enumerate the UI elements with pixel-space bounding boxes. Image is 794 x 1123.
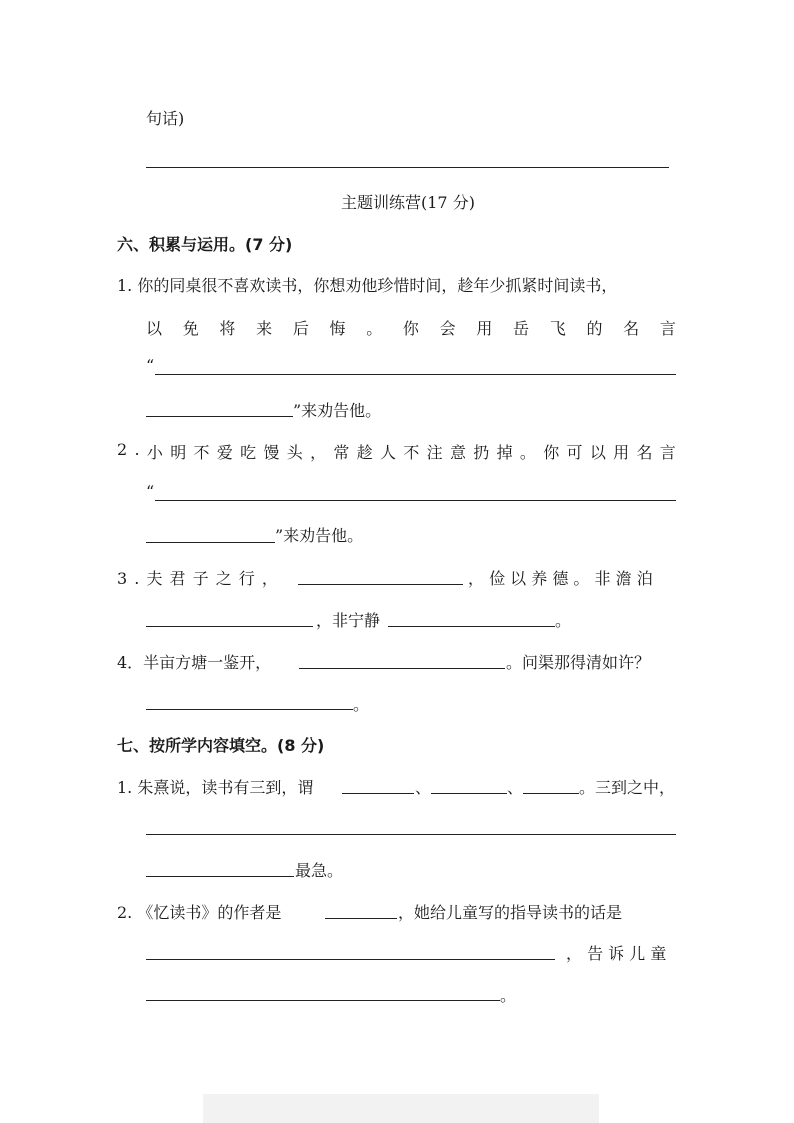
q1-line2-char: 将 [219, 319, 236, 338]
q1-open-quote: “ [146, 356, 155, 375]
q3-line1-end: ， 俭 以 养 德 。 非 澹 泊 [468, 569, 653, 588]
p7q1-answer-line[interactable] [146, 834, 676, 835]
q2-close-text: ”来劝告他。 [275, 526, 364, 545]
q2-line1-char: 以 [589, 443, 606, 462]
q3-blank-2[interactable] [146, 626, 313, 627]
p7q2-line3-end: 。 [500, 986, 517, 1005]
p7q2-blank-2[interactable] [146, 959, 555, 960]
p7q2-blank-3[interactable] [146, 1000, 500, 1001]
q1-line2 [146, 316, 676, 339]
q4-line2-end: 。 [353, 695, 370, 714]
q2-line1-char: 2 [117, 440, 128, 459]
q2-line1-char: 人 [380, 443, 397, 462]
q1-line2-char: 你 [402, 319, 419, 338]
p7q1-blank-3[interactable] [523, 793, 579, 794]
q2-line1-char: 注 [426, 443, 443, 462]
q1-close-text: ”来劝告他。 [293, 401, 382, 420]
q4-line1-end: 。问渠那得清如许？ [506, 653, 651, 672]
q3-blank-3[interactable] [388, 626, 555, 627]
q1-answer-line-2[interactable] [146, 416, 293, 417]
q3-line1-start: 3 . 夫 君 子 之 行 ， [117, 569, 278, 588]
q4-blank-2[interactable] [146, 709, 353, 710]
q1-line2-char: 来 [256, 319, 273, 338]
q2-line1-char: ， [310, 443, 327, 462]
p7q2-line1-end: ，她给儿童写的指导读书的话是 [398, 903, 623, 922]
answer-line[interactable] [146, 167, 669, 168]
q2-line1-char: 爱 [216, 443, 233, 462]
q2-line1-char: 意 [449, 443, 466, 462]
q2-line1-char: 名 [636, 443, 653, 462]
p7q1-line1-start: 1. 朱熹说，读书有三到，谓 [117, 778, 314, 797]
q3-line2-mid: ，非宁静 [316, 611, 381, 630]
q1-line2-char: 言 [659, 319, 676, 338]
q1-line2-char: 。 [366, 319, 383, 338]
q1-line2-char: 飞 [549, 319, 566, 338]
q1-line2-char: 名 [623, 319, 640, 338]
p7q2-line1-start: 2. 《忆读书》的作者是 [117, 903, 282, 922]
q2-line1 [117, 440, 676, 463]
p7q1-sep-1: 、 [415, 778, 432, 797]
q2-answer-line-1[interactable] [155, 500, 676, 501]
q2-line1-char: 言 [659, 443, 676, 462]
q2-line1-char: 用 [613, 443, 630, 462]
p7q2-line2-end: ， 告 诉 儿 童 [566, 944, 667, 963]
q2-line1-char: 。 [519, 443, 536, 462]
q1-line1: 1. 你的同桌很不喜欢读书，你想劝他珍惜时间，趁年少抓紧时间读书， [117, 276, 618, 295]
q2-line1-char: . [134, 440, 140, 459]
q2-line1-char: 掉 [496, 443, 513, 462]
p7q2-blank-author[interactable] [325, 918, 397, 919]
p7q1-blank-4[interactable] [146, 876, 294, 877]
q2-line1-char: 你 [543, 443, 560, 462]
q1-line2-char: 悔 [329, 319, 346, 338]
q2-line1-char: 不 [403, 443, 420, 462]
footer-bar [203, 1094, 599, 1123]
q2-line1-char: 明 [170, 443, 187, 462]
p7q1-blank-1[interactable] [342, 793, 414, 794]
q2-line1-char: 吃 [240, 443, 257, 462]
part7-heading: 七、按所学内容填空。(8 分) [117, 736, 325, 755]
q2-line1-char: 常 [333, 443, 350, 462]
part6-heading: 六、积累与运用。(7 分) [117, 235, 293, 254]
q1-line2-char: 以 [146, 319, 163, 338]
q2-line1-char: 不 [193, 443, 210, 462]
p7q1-sep-2: 、 [507, 778, 524, 797]
q2-line1-char: 扔 [473, 443, 490, 462]
q4-line1-start: 4．半亩方塘一鉴开， [117, 653, 272, 672]
q1-line2-char: 的 [586, 319, 603, 338]
q1-answer-line-1[interactable] [155, 374, 676, 375]
q2-answer-line-2[interactable] [146, 542, 275, 543]
q2-line1-char: 馒 [263, 443, 280, 462]
q3-line2-end: 。 [555, 611, 572, 630]
q2-line1-char: 小 [146, 443, 163, 462]
p7q1-line1-end: 。三到之中， [579, 778, 676, 797]
q3-blank-1[interactable] [298, 584, 463, 585]
q1-line2-char: 岳 [513, 319, 530, 338]
continued-question-fragment: 句话) [146, 109, 185, 128]
q1-line2-char: 免 [182, 319, 199, 338]
p7q1-blank-2[interactable] [431, 793, 507, 794]
q2-open-quote: “ [146, 482, 155, 501]
p7q1-line3-end: 最急。 [295, 861, 344, 880]
q4-blank-1[interactable] [299, 668, 505, 669]
q2-line1-char: 趁 [356, 443, 373, 462]
q2-line1-char: 可 [566, 443, 583, 462]
section-title: 主题训练营(17 分) [341, 193, 475, 212]
q2-line1-char: 头 [286, 443, 303, 462]
q1-line2-char: 会 [439, 319, 456, 338]
q1-line2-char: 后 [292, 319, 309, 338]
q1-line2-char: 用 [476, 319, 493, 338]
